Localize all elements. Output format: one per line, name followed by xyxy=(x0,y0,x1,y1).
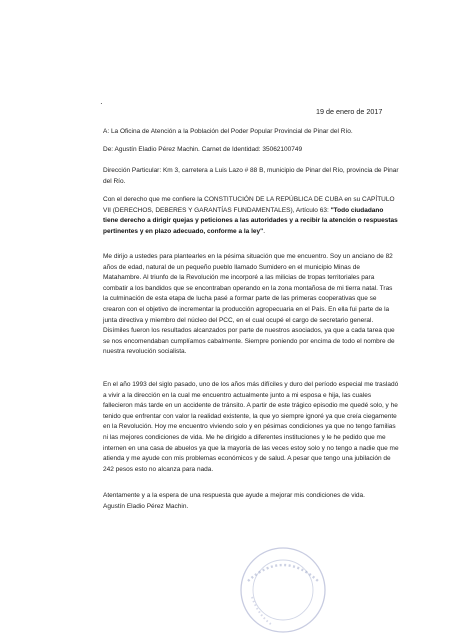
legal-quote: "Todo ciudadano tiene derecho a dirigir quejas y peticiones a las autoridades y a recibir la atención o respuestas pertinentes y en plazo adecuado, conforme a la ley" xyxy=(103,206,398,235)
closing-line: Atentamente y a la espera de una respuesta que ayude a mejorar mis condiciones de vida. xyxy=(103,492,365,499)
legal-paragraph xyxy=(103,195,399,237)
stray-mark: · xyxy=(100,99,103,108)
sender-line: De: Agustín Eladio Pérez Machin. Carnet de Identidad: 35062100749 xyxy=(103,146,303,153)
legal-intro: Con el derecho que me confiere la CONSTITUCIÓN DE LA REPÚBLICA DE CUBA en su CAPÍTULO VII (DERECHOS, DEBERES Y GARANTÍAS FUNDAMENTALES), Artículo 63: xyxy=(103,196,395,214)
letter-date: 19 de enero de 2017 xyxy=(316,107,383,116)
addressee-line: A: La Oficina de Atención a la Población del Poder Popular Provincial de Pinar del Río. xyxy=(103,128,353,135)
legal-end: . xyxy=(263,227,266,235)
address-line: Dirección Particular: Km 3, carretera a Luis Lazo # 88 B, municipio de Pinar del Río, provincia de Pinar del Río. xyxy=(103,167,399,185)
paragraph-situation: Me dirijo a ustedes para plantearles en la pésima situación que me encuentro. Soy un anciano de 82 años de edad, natural de un pequeño pueblo llamado Sumidero en el municipio Minas de Matahambre. Al triunfo de la Revolución me incorporé a las milicias de tropas territoriales para combatir a los bandidos que se encontraban operando en la zona montañosa de mi tierra natal. Tras la culminación de esta etapa de lucha pasé a formar parte de las primeras cooperativas que se crearon con el objetivo de incrementar la producción agropecuaria en el País. En ella fui parte de la junta directiva y miembro del núcleo del PCC, en el cual ocupé el cargo de secretario general. Disímiles fueron los resultados alcanzados por parte de nuestros asociados, ya que a cada tarea que se nos encomendaban cumplíamos cabalmente. Siempre poniendo por encima de todo el nombre de nuestra revolución socialista. xyxy=(103,253,395,356)
faded-stamp xyxy=(238,545,328,635)
signature-name: Agustín Eladio Pérez Machin. xyxy=(103,503,189,510)
paragraph-history: En el año 1993 del siglo pasado, uno de los años más difíciles y duro del período especial me trasladó a vivir a la dirección en la cual me encuentro actualmente junto a mi esposa e hija, las cuales fallecieron más tarde en un accidente de tránsito. A partir de este trágico episodio me quedé solo, y he tenido que enfrentar con valor la realidad existente, la que yo siempre ignoré ya que creía ciegamente en la Revolución. Hoy me encuentro viviendo solo y en pésimas condiciones ya que no tengo familias ni las mejores condiciones de vida. Me he dirigido a diferentes instituciones y le he pedido que me internen en una casa de abuelos ya que la mayoría de las veces estoy solo y no tengo a nadie que me atienda y me ayude con mis problemas económicos y de salud. A pesar que tengo una jubilación de 242 pesos esto no alcanza para nada. xyxy=(103,381,399,473)
